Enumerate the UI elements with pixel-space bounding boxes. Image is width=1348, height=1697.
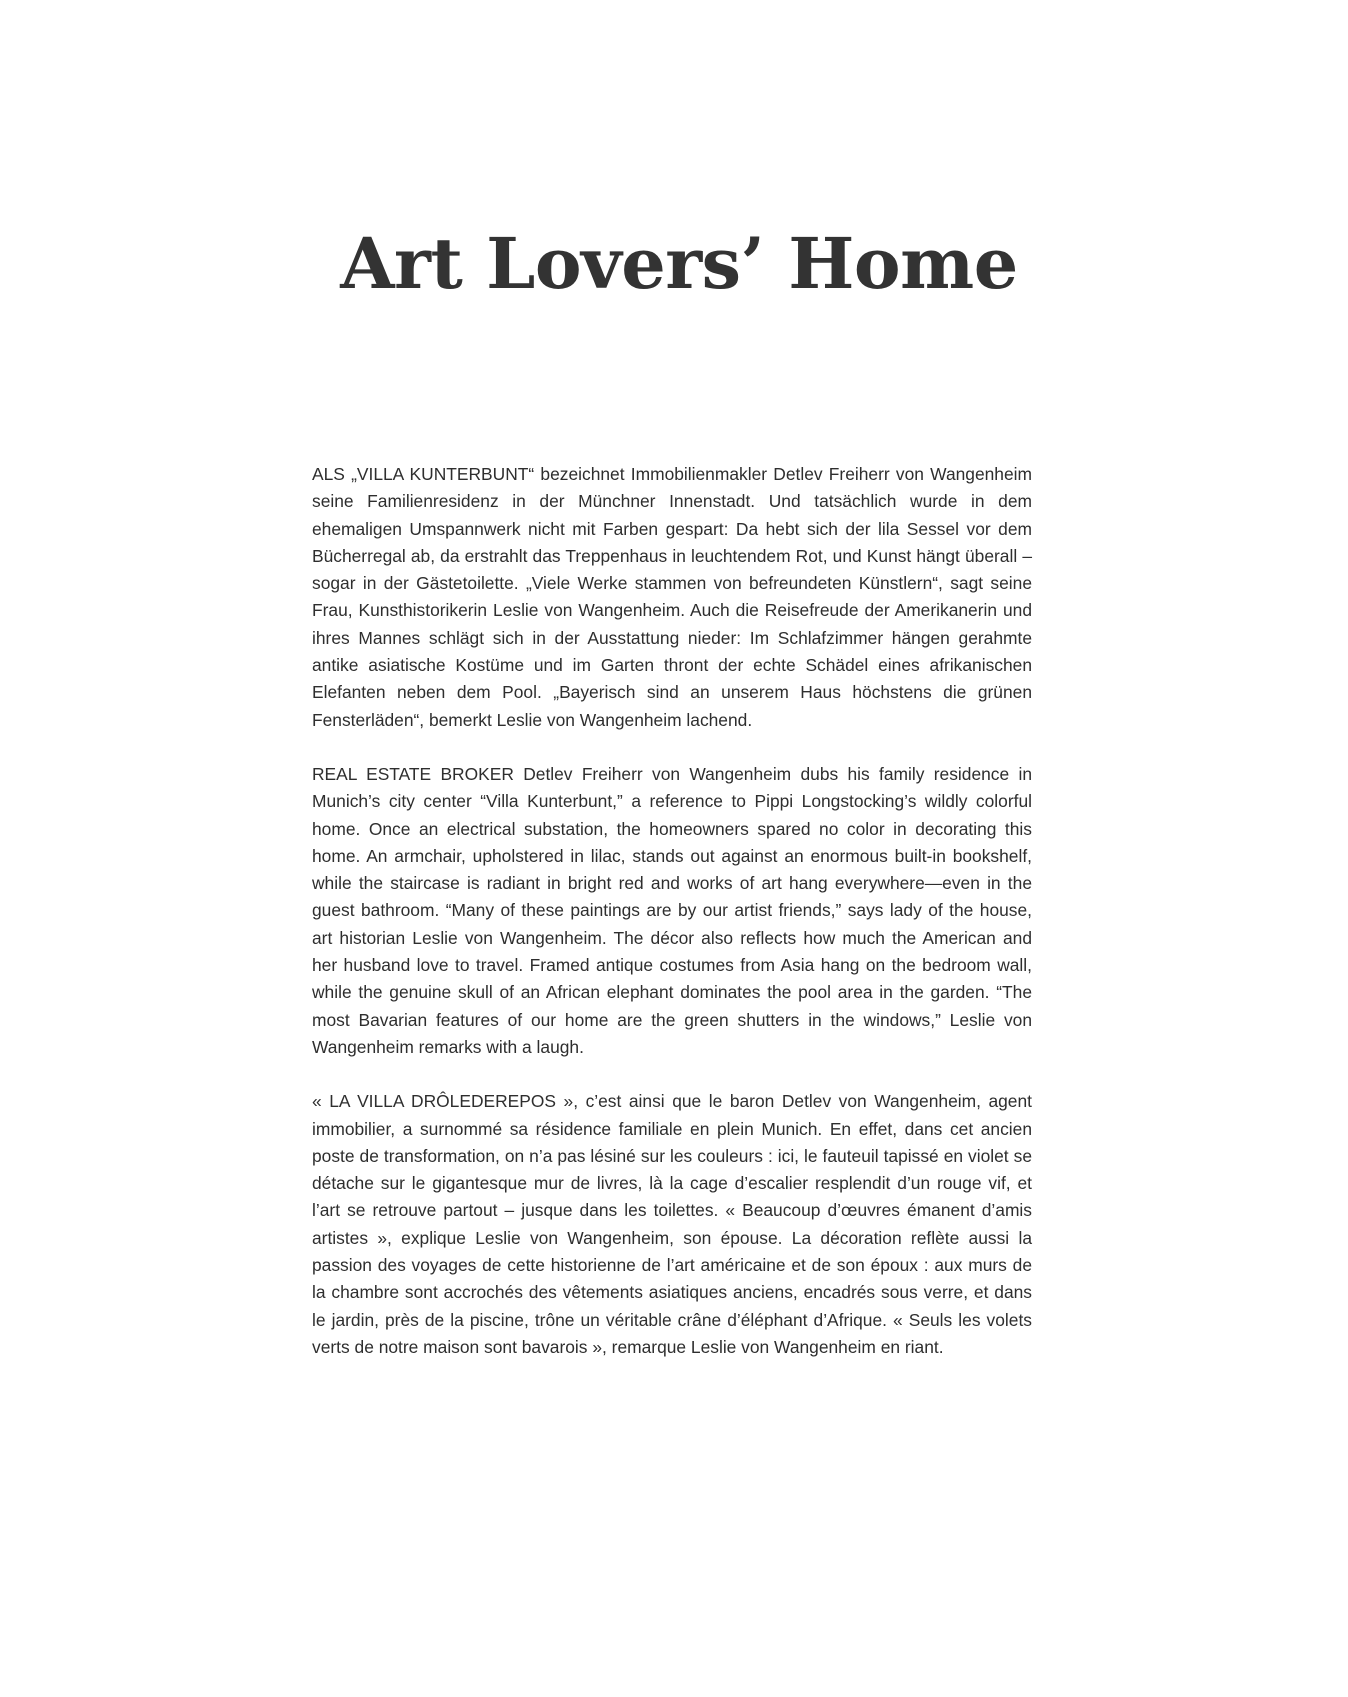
page-title: Art Lovers’ Home [340,222,1018,305]
paragraph-text: bezeichnet Immobilienmakler Detlev Freiherr von Wangenheim seine Familienresidenz in der Münchner Innenstadt. Und tatsächlich wurde in dem ehemaligen Umspannwerk nicht mit Farben gespart: Da hebt sich der lila Sessel vor dem Bücherregal ab, da erstrahlt das Treppenhaus in leuchtendem Rot, und Kunst hängt überall – sogar in der Gästetoilette. „Viele Werke stammen von befreundeten Künstlern“, sagt seine Frau, Kunsthistorikerin Leslie von Wangenheim. Auch die Reisefreude der Amerikanerin und ihres Mannes schlägt sich in der Ausstattung nieder: Im Schlafzimmer hängen gerahmte antike asiatische Kostüme und im Garten thront der echte Schädel eines afrikanischen Elefanten neben dem Pool. „Bayerisch sind an unserem Haus höchstens die grünen Fensterläden“, bemerkt Leslie von Wangenheim lachend. [312,464,1033,730]
article-body [312,461,1032,1388]
paragraph-lead: « LA VILLA DRÔLEDEREPOS » [312,1091,574,1112]
paragraph-french [312,1088,1032,1361]
paragraph-german [312,461,1032,734]
paragraph-text: Detlev Freiherr von Wangenheim dubs his family residence in Munich’s city center “Villa Kunterbunt,” a reference to Pippi Longstocking’s wildly colorful home. Once an electrical substation, the homeowners spared no color in decorating this home. An armchair, upholstered in lilac, stands out against an enormous built-in bookshelf, while the staircase is radiant in bright red and works of art hang everywhere—even in the guest bathroom. “Many of these paintings are by our artist friends,” says lady of the house, art historian Leslie von Wangenheim. The décor also reflects how much the American and her husband love to travel. Framed antique costumes from Asia hang on the bedroom wall, while the genuine skull of an African elephant dominates the pool area in the garden. “The most Bavarian features of our home are the green shutters in the windows,” Leslie von Wangenheim remarks with a laugh. [312,763,1032,1057]
paragraph-lead: REAL ESTATE BROKER [312,763,514,784]
paragraph-text: , c’est ainsi que le baron Detlev von Wangenheim, agent immobilier, a surnommé sa résidence familiale en plein Munich. En effet, dans cet ancien poste de transformation, on n’a pas lésiné sur les couleurs : ici, le fauteuil tapissé en violet se détache sur le gigantesque mur de livres, là la cage d’escalier resplendit d’un rouge vif, et l’art se retrouve partout – jusque dans les toilettes. « Beaucoup d’œuvres émanent d’amis artistes », explique Leslie von Wangenheim, son épouse. La décoration reflète aussi la passion des voyages de cette historienne de l’art américaine et de son époux : aux murs de la chambre sont accrochés des vêtements asiatiques anciens, encadrés sous verre, et dans le jardin, près de la piscine, trône un véritable crâne d’éléphant d’Afrique. « Seuls les volets verts de notre maison sont bavarois », remarque Leslie von Wangenheim en riant. [312,1091,1032,1357]
paragraph-lead: ALS „VILLA KUNTERBUNT“ [312,464,535,484]
paragraph-english [312,761,1032,1061]
